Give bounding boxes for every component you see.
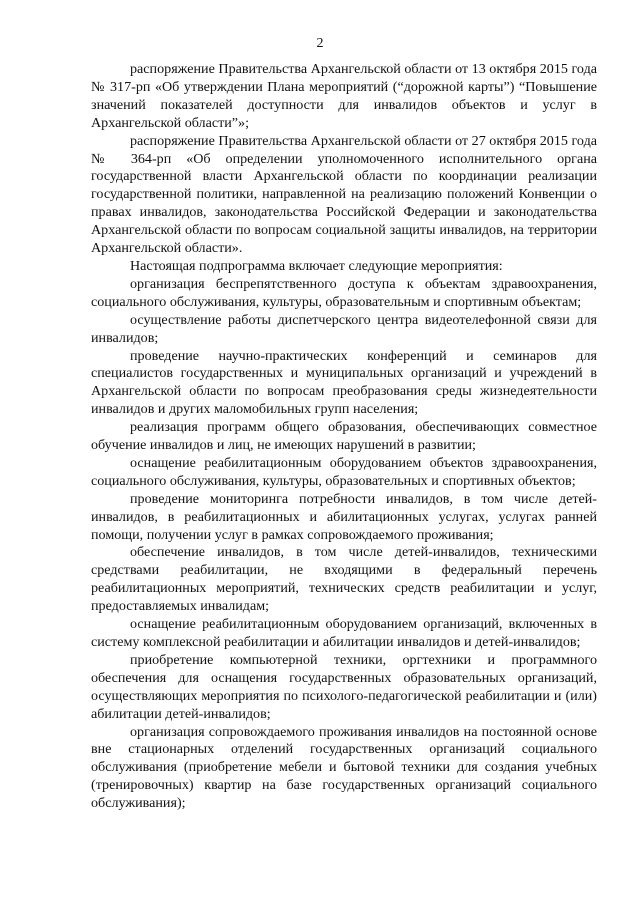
list-item: обеспечение инвалидов, в том числе детей-инвалидов, техническими средствами реабилитации, не входящими в федеральный перечень реабилитационных мероприятий, технических средств реабилитации и услуг, предоставляемых инвалидам; xyxy=(91,544,597,615)
page-number: 2 xyxy=(316,36,324,51)
list-item: организация беспрепятственного доступа к объектам здравоохранения, социального обслуживания, культуры, образовательным и спортивным объектам; xyxy=(91,275,597,310)
paragraph-order-364: распоряжение Правительства Архангельской области от 27 октября 2015 года № 364-рп «Об определении уполномоченного исполнительного органа государственной власти Архангельской области по координации реализации государственной политики, направленной на реализацию положений Конвенции о правах инвалидов, законодательства Российской Федерации и законодательства Архангельской области по вопросам социальной защиты инвалидов, на территории Архангельской области». xyxy=(91,132,597,257)
paragraph-subprogram-intro: Настоящая подпрограмма включает следующие мероприятия: xyxy=(130,257,503,274)
list-item: проведение мониторинга потребности инвалидов, в том числе детей-инвалидов, в реабилитационных и абилитационных услугах, услугах ранней помощи, получении услуг в рамках сопровождаемого проживания; xyxy=(91,490,597,543)
list-item: оснащение реабилитационным оборудованием организаций, включенных в систему комплексной реабилитации и абилитации инвалидов и детей-инвалидов; xyxy=(91,616,597,650)
list-item: организация сопровождаемого проживания инвалидов на постоянной основе вне стационарных отделений государственных организаций социального обслуживания (приобретение мебели и бытовой техники для создания учебных (тренировочных) квартир на базе государственных организаций социального обслуживания); xyxy=(91,723,597,812)
list-item: приобретение компьютерной техники, оргтехники и программного обеспечения для оснащения государственных образовательных организаций, осуществляющих мероприятия по психолого-педагогической реабилитации и (или) абилитации детей-инвалидов; xyxy=(91,651,597,722)
list-item: реализация программ общего образования, обеспечивающих совместное обучение инвалидов и лиц, не имеющих нарушений в развитии; xyxy=(91,419,597,454)
document-body xyxy=(91,61,597,813)
list-item: проведение научно-практических конференций и семинаров для специалистов государственных и муниципальных организаций и учреждений в Архангельской области по вопросам преобразования среды жизнедеятельности инвалидов и других маломобильных групп населения; xyxy=(91,347,597,418)
list-item: осуществление работы диспетчерского центра видеотелефонной связи для инвалидов; xyxy=(91,311,597,346)
list-item: оснащение реабилитационным оборудованием объектов здравоохранения, социального обслуживания, культуры, образовательных и спортивных объектов; xyxy=(91,454,597,489)
paragraph-order-317: распоряжение Правительства Архангельской области от 13 октября 2015 года № 317-рп «Об утверждении Плана мероприятий (“дорожной карты”) “Повышение значений показателей доступности для инвалидов объектов и услуг в Архангельской области”»; xyxy=(91,61,597,131)
